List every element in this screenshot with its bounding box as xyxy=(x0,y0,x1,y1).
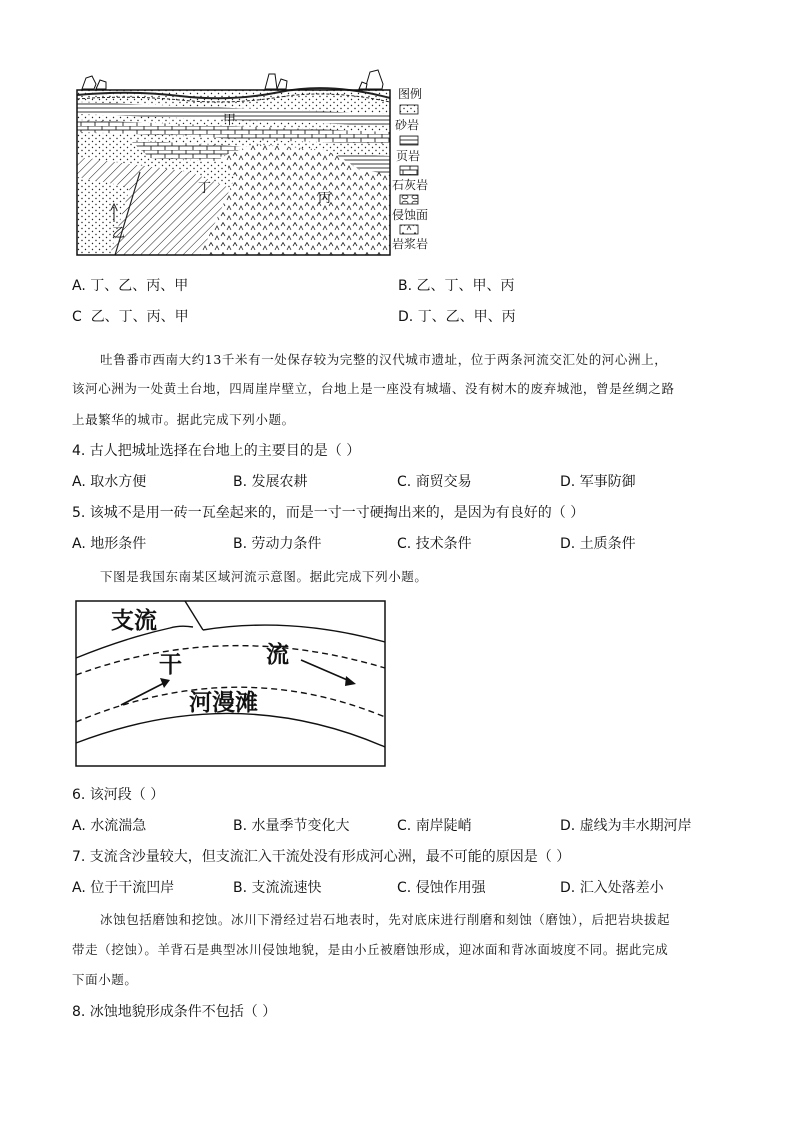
q6-option-a[interactable]: A. 水流湍急 xyxy=(72,818,147,834)
label-bing: 丙 xyxy=(318,191,332,206)
q3-option-a[interactable]: A. 丁、乙、丙、甲 xyxy=(72,278,189,294)
q3-option-c[interactable]: C 乙、丁、丙、甲 xyxy=(72,309,189,325)
q6-option-c[interactable]: C. 南岸陡峭 xyxy=(397,818,472,834)
label-tributary: 支流 xyxy=(111,608,157,634)
q4-option-c[interactable]: C. 商贸交易 xyxy=(397,474,472,490)
q5-option-d[interactable]: D. 土质条件 xyxy=(560,536,636,552)
label-floodplain: 河漫滩 xyxy=(189,690,258,716)
passage2: 下图是我国东南某区域河流示意图。据此完成下列小题。 xyxy=(100,569,428,584)
q3-option-d[interactable]: D. 丁、乙、甲、丙 xyxy=(398,309,516,325)
geology-cross-section xyxy=(70,62,440,262)
passage3-line3: 下面小题。 xyxy=(72,972,138,987)
q6-stem: 6. 该河段（ ） xyxy=(72,787,165,803)
q4-option-d[interactable]: D. 军事防御 xyxy=(560,474,636,490)
q5-option-a[interactable]: A. 地形条件 xyxy=(72,536,147,552)
q4-option-a[interactable]: A. 取水方便 xyxy=(72,474,147,490)
label-gan: 干 xyxy=(159,652,182,678)
label-yi: 乙 xyxy=(112,226,126,241)
q4-option-b[interactable]: B. 发展农耕 xyxy=(233,474,308,490)
legend-title: 图例 xyxy=(398,87,423,101)
q4-stem: 4. 古人把城址选择在台地上的主要目的是（ ） xyxy=(72,443,361,459)
q6-option-b[interactable]: B. 水量季节变化大 xyxy=(233,818,350,834)
passage1-line1: 吐鲁番市西南大约13千米有一处保存较为完整的汉代城市遗址，位于两条河流交汇处的河心洲上， xyxy=(100,352,668,367)
q7-stem: 7. 支流含沙量较大，但支流汇入干流处没有形成河心洲，最不可能的原因是（ ） xyxy=(72,849,571,865)
passage1-line2: 该河心洲为一处黄土台地，四周崖岸壁立，台地上是一座没有城墙、没有树木的废弃城池，曾是丝绸之路 xyxy=(72,381,675,396)
q5-option-b[interactable]: B. 劳动力条件 xyxy=(233,536,322,552)
q7-option-c[interactable]: C. 侵蚀作用强 xyxy=(397,880,486,896)
legend-shale: 页岩 xyxy=(396,149,421,163)
legend-erosion: 侵蚀面 xyxy=(392,208,429,222)
label-liu: 流 xyxy=(266,642,289,668)
passage3-line2: 带走（挖蚀）。羊背石是典型冰川侵蚀地貌，是由小丘被磨蚀形成，迎冰面和背冰面坡度不同。据此完成 xyxy=(72,942,669,957)
legend-magma: 岩浆岩 xyxy=(392,237,429,251)
q3-option-b[interactable]: B. 乙、丁、甲、丙 xyxy=(398,278,515,294)
legend-sandstone: 砂岩 xyxy=(395,118,420,132)
q8-stem: 8. 冰蚀地貌形成条件不包括（ ） xyxy=(72,1004,277,1020)
q7-option-d[interactable]: D. 汇入处落差小 xyxy=(560,880,664,896)
q5-stem: 5. 该城不是用一砖一瓦垒起来的，而是一寸一寸硬掏出来的，是因为有良好的（ ） xyxy=(72,505,585,521)
legend-limestone: 石灰岩 xyxy=(392,178,429,192)
passage1-line3: 上最繁华的城市。据此完成下列小题。 xyxy=(72,412,295,427)
q7-option-b[interactable]: B. 支流流速快 xyxy=(233,880,322,896)
river-diagram xyxy=(75,600,387,768)
label-ding: 丁 xyxy=(198,181,212,196)
label-jia: 甲 xyxy=(223,113,237,128)
passage3-line1: 冰蚀包括磨蚀和挖蚀。冰川下滑经过岩石地表时，先对底床进行削磨和刻蚀（磨蚀），后把岩块拔起 xyxy=(100,912,671,927)
q7-option-a[interactable]: A. 位于干流凹岸 xyxy=(72,880,175,896)
q6-option-d[interactable]: D. 虚线为丰水期河岸 xyxy=(560,818,692,834)
q5-option-c[interactable]: C. 技术条件 xyxy=(397,536,472,552)
